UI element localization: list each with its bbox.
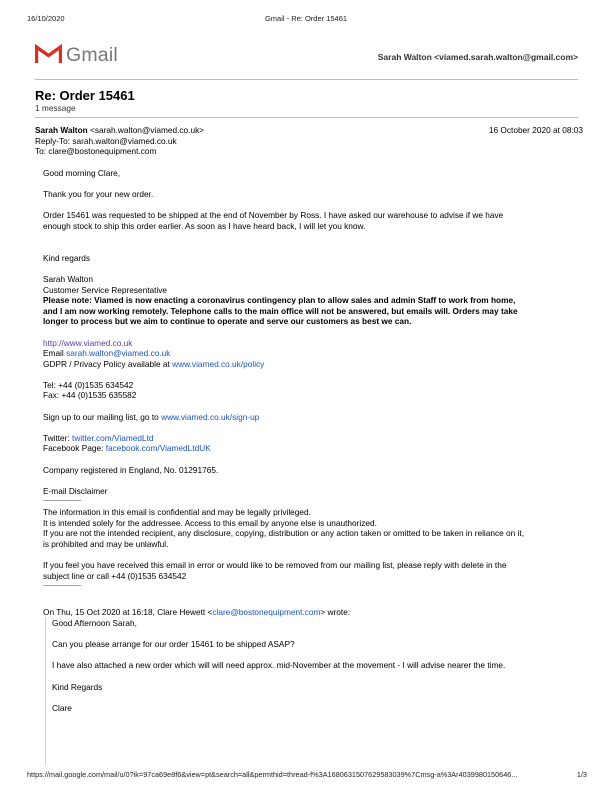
facebook-link[interactable]: facebook.com/ViamedLtdUK: [105, 443, 211, 454]
message-body: [43, 168, 573, 592]
quoted-closing: Kind Regards: [52, 681, 103, 692]
quoted-line: Can you please arrange for our order 15461 to be shipped ASAP?: [52, 639, 295, 650]
covid-notice: and I am now working remotely. Telephone calls to the main office will not be answered, but emails will. Orders may take: [43, 305, 518, 316]
print-title: Gmail - Re: Order 15461: [264, 14, 348, 23]
account-identity: Sarah Walton <viamed.sarah.walton@gmail.com>: [377, 52, 578, 62]
disclaimer-line: If you are not the intended recipient, any disclosure, copying, distribution or any action taken or omitted to be taken in reliance on it,: [43, 528, 525, 539]
page-number: 1/3: [576, 770, 587, 779]
quote-sender-email-link[interactable]: clare@bostonequipment.com: [212, 607, 321, 617]
print-date: 16/10/2020: [27, 14, 65, 23]
quote-attribution: [43, 607, 573, 618]
disclaimer-title: E-mail Disclaimer: [43, 485, 108, 496]
email-link[interactable]: sarah.walton@viamed.co.uk: [66, 348, 171, 359]
fax: Fax: +44 (0)1535 635582: [43, 390, 137, 401]
closing: Kind regards: [43, 252, 91, 263]
disclaimer-line: is prohibited and may be unlawful.: [43, 538, 169, 549]
message-date: 16 October 2020 at 08:03: [488, 125, 583, 135]
recipient: To: clare@bostonequipment.com: [35, 146, 157, 157]
gdpr-link[interactable]: www.viamed.co.uk/policy: [172, 358, 265, 369]
facebook-label: Facebook Page:: [43, 443, 106, 454]
quoted-name: Clare: [52, 702, 72, 713]
print-footer: [27, 770, 587, 781]
print-url: https://mail.google.com/mail/u/0?ik=97ca69e8f6&view=pt&search=all&permthid=thread-f%3A1680631507629583039%7Cmsg-a%3Ar4039980150646...: [27, 770, 518, 779]
gdpr-label: GDPR / Privacy Policy available at: [43, 358, 173, 369]
gmail-logo[interactable]: [35, 42, 127, 68]
quoted-line: I have also attached a new order which will will need approx. mid-November at the movement - I will advise nearer the time.: [52, 660, 506, 671]
thread-subject: Re: Order 15461: [35, 88, 135, 103]
quoted-message: [52, 618, 572, 713]
company-registration: Company registered in England, No. 01291765.: [43, 464, 219, 475]
gmail-envelope-icon: [35, 43, 62, 65]
twitter-label: Twitter:: [43, 432, 73, 443]
telephone: Tel: +44 (0)1535 634542: [43, 379, 134, 390]
signature-title: Customer Service Representative: [43, 284, 168, 295]
twitter-link[interactable]: twitter.com/ViamedLtd: [72, 432, 154, 443]
disclaimer-line: subject line or call +44 (0)1535 634542: [43, 570, 187, 581]
reply-to: Reply-To: sarah.walton@viamed.co.uk: [35, 135, 177, 146]
paragraph-line: Order 15461 was requested to be shipped at the end of November by Ross. I have asked our warehouse to advise if we have: [43, 210, 504, 221]
header-divider: [35, 79, 578, 80]
disclaimer-line: It is intended solely for the addressee. Access to this email by anyone else is unauthorized.: [43, 517, 377, 528]
gmail-wordmark: Gmail: [66, 44, 118, 66]
quoted-greeting: Good Afternoon Sarah,: [52, 618, 137, 628]
signup-label: Sign up to our mailing list, go to: [43, 411, 162, 422]
paragraph-line: enough stock to ship this order earlier. As soon as I have heard back, I will let you know.: [43, 220, 366, 231]
disclaimer-line: The information in this email is confidential and may be legally privileged.: [43, 507, 311, 517]
greeting: Good morning Clare,: [43, 168, 121, 178]
signature-name: Sarah Walton: [43, 273, 93, 284]
thanks-line: Thank you for your new order.: [43, 189, 154, 200]
quote-intro-suffix: > wrote:: [320, 607, 351, 617]
covid-notice: Please note: Viamed is now enacting a coronavirus contingency plan to allow sales and admin Staff to work from home,: [43, 295, 516, 306]
website-link[interactable]: http://www.viamed.co.uk: [43, 337, 133, 348]
sender-name: Sarah Walton: [35, 125, 88, 135]
quote-bar: [45, 617, 46, 765]
email-label: Email: [43, 348, 67, 359]
disclaimer-line: If you feel you have received this email in error or would like to be removed from our mailing list, please reply with delete in the: [43, 559, 507, 570]
disclaimer-divider: -------------------: [43, 583, 81, 590]
message-count: 1 message: [35, 103, 76, 113]
covid-notice: longer to process but we aim to continue to operate and serve our customers as best we can.: [43, 316, 412, 327]
message-header: [35, 125, 583, 157]
sender-email: <sarah.walton@viamed.co.uk>: [90, 125, 205, 135]
signup-link[interactable]: www.viamed.co.uk/sign-up: [161, 411, 260, 422]
quote-intro: On Thu, 15 Oct 2020 at 16:18, Clare Hewett <: [43, 607, 213, 617]
subject-divider: [35, 117, 578, 118]
disclaimer-divider: -------------------: [43, 498, 81, 505]
